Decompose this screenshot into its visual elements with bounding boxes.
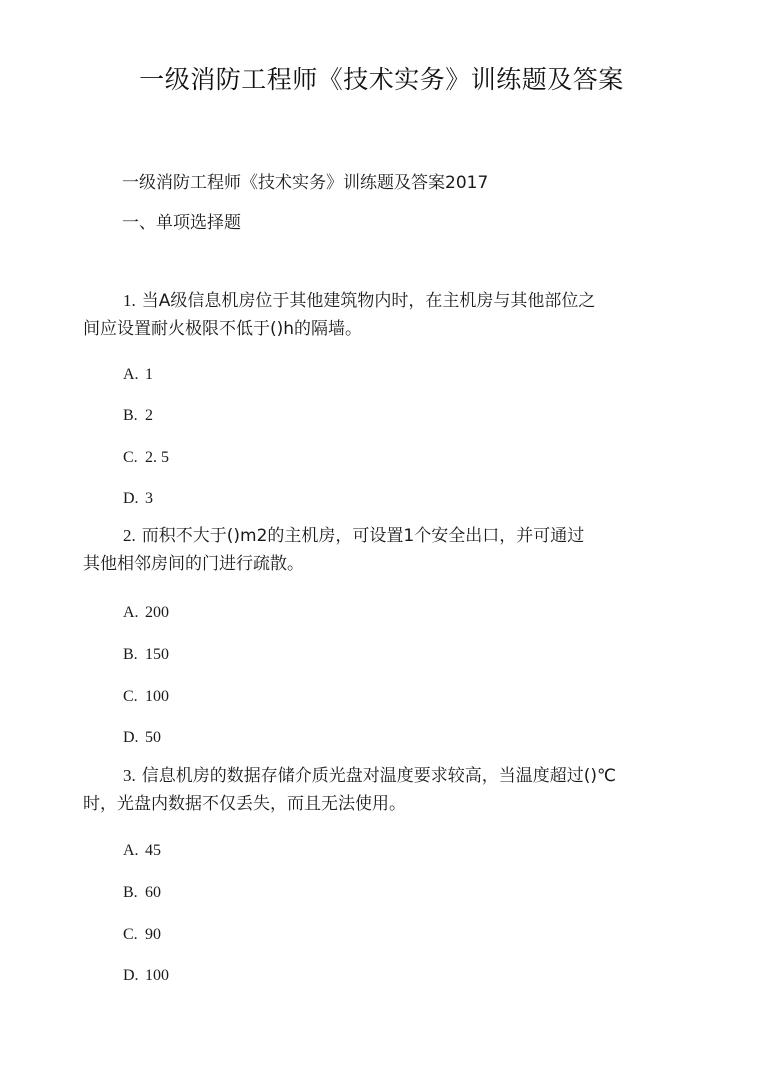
option-letter: D. — [123, 967, 139, 984]
question-3-line2: 时，光盘内数据不仅丢失，而且无法使用。 — [83, 794, 406, 814]
question-1-option-c — [123, 447, 169, 469]
question-text: 而积不大于()m2的主机房，可设置1个安全出口，并可通过 — [141, 526, 585, 546]
option-letter: B. — [123, 646, 138, 663]
option-text: 100 — [145, 967, 169, 984]
question-2-line2: 其他相邻房间的门进行疏散。 — [83, 554, 304, 574]
option-text: 100 — [145, 688, 169, 705]
option-letter: C. — [123, 688, 138, 705]
option-text: 60 — [145, 884, 161, 901]
option-text: 200 — [145, 604, 169, 621]
question-number: 1. — [123, 291, 136, 310]
option-letter: D. — [123, 490, 139, 507]
option-letter: A. — [123, 604, 139, 621]
document-subtitle: 一级消防工程师《技术实务》训练题及答案2017 — [122, 173, 489, 193]
question-1-option-d — [123, 488, 153, 510]
question-2-option-d — [123, 727, 161, 749]
option-text: 3 — [145, 490, 153, 507]
document-title: 一级消防工程师《技术实务》训练题及答案 — [139, 65, 624, 94]
option-text: 150 — [145, 646, 169, 663]
question-2 — [83, 522, 683, 578]
option-letter: A. — [123, 842, 139, 859]
section-heading: 一、单项选择题 — [122, 213, 241, 233]
question-number: 2. — [123, 526, 136, 545]
option-text: 90 — [145, 926, 161, 943]
question-3-option-c — [123, 924, 161, 946]
question-1-option-b — [123, 405, 153, 427]
option-letter: D. — [123, 729, 139, 746]
option-letter: C. — [123, 926, 138, 943]
question-2-option-a — [123, 602, 169, 624]
question-2-option-c — [123, 686, 169, 708]
option-letter: B. — [123, 884, 138, 901]
option-text: 45 — [145, 842, 161, 859]
option-letter: B. — [123, 407, 138, 424]
question-3-option-a — [123, 840, 161, 862]
question-3-line1 — [83, 762, 723, 790]
option-text: 50 — [145, 729, 161, 746]
option-text: 2. 5 — [145, 449, 169, 466]
question-1 — [83, 287, 683, 343]
question-3-option-d — [123, 965, 169, 987]
question-3-option-b — [123, 882, 161, 904]
question-3 — [83, 762, 723, 818]
question-2-line1 — [83, 522, 683, 550]
question-1-option-a — [123, 364, 153, 386]
question-1-line2: 间应设置耐火极限不低于()h的隔墙。 — [83, 319, 363, 339]
question-1-line1 — [83, 287, 683, 315]
question-text: 当A级信息机房位于其他建筑物内时，在主机房与其他部位之 — [141, 291, 596, 311]
option-letter: C. — [123, 449, 138, 466]
option-text: 2 — [145, 407, 153, 424]
question-text: 信息机房的数据存储介质光盘对温度要求较高，当温度超过()℃ — [141, 766, 617, 786]
question-number: 3. — [123, 766, 136, 785]
question-2-option-b — [123, 644, 169, 666]
option-letter: A. — [123, 366, 139, 383]
option-text: 1 — [145, 366, 153, 383]
